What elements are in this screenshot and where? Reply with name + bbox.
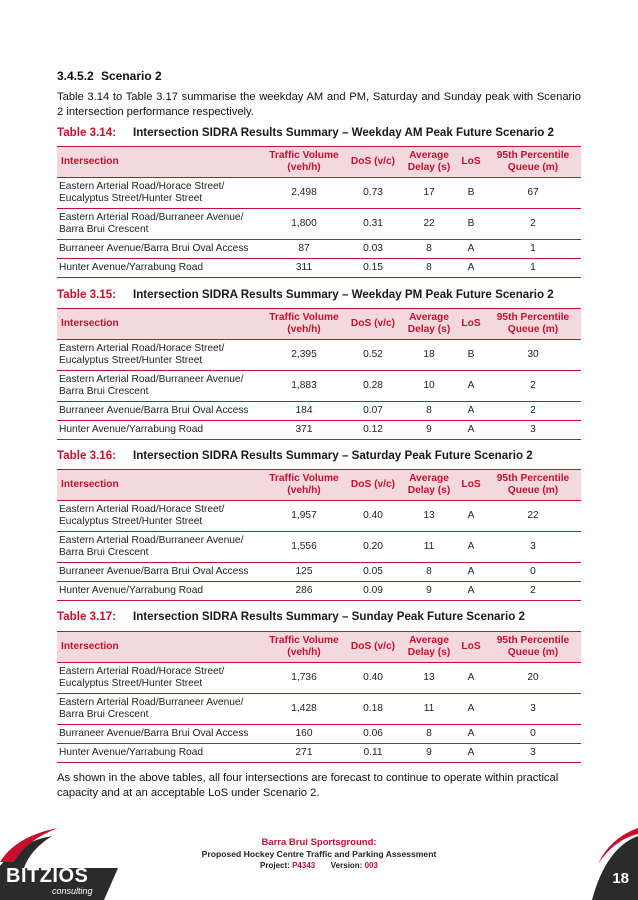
value-cell: 2 [485, 402, 581, 421]
table-row [57, 582, 581, 601]
intersection-name-cell: Burraneer Avenue/Barra Brui Oval Access [57, 725, 263, 744]
value-cell: 17 [401, 178, 457, 209]
value-cell: 0.06 [345, 725, 401, 744]
value-cell: A [457, 421, 485, 440]
intersection-name-cell: Eastern Arterial Road/Burraneer Avenue/ Barra Brui Crescent [57, 371, 263, 402]
value-cell: A [457, 402, 485, 421]
results-table [57, 308, 581, 440]
value-cell: 9 [401, 421, 457, 440]
value-cell: 3 [485, 694, 581, 725]
column-header: Intersection [57, 632, 263, 663]
column-header: DoS (v/c) [345, 470, 401, 501]
value-cell: 0.09 [345, 582, 401, 601]
intersection-name-cell: Eastern Arterial Road/Burraneer Avenue/ Barra Brui Crescent [57, 694, 263, 725]
value-cell: A [457, 725, 485, 744]
footer-title: Barra Brui Sportsground: [261, 837, 377, 848]
value-cell: 2,498 [263, 178, 345, 209]
column-header: Traffic Volume (veh/h) [263, 470, 345, 501]
table-row [57, 340, 581, 371]
table-row [57, 725, 581, 744]
value-cell: A [457, 259, 485, 278]
value-cell: 1,428 [263, 694, 345, 725]
value-cell: 1,736 [263, 663, 345, 694]
intro-paragraph: Table 3.14 to Table 3.17 summarise the weekday AM and PM, Saturday and Sunday peak with Scenario 2 intersection performance respectively. [57, 91, 581, 118]
page-footer [0, 828, 638, 900]
intersection-name-cell: Eastern Arterial Road/Horace Street/ Eucalyptus Street/Hunter Street [57, 178, 263, 209]
page-number-badge [592, 828, 638, 900]
value-cell: 1,556 [263, 532, 345, 563]
value-cell: 9 [401, 744, 457, 763]
column-header: LoS [457, 470, 485, 501]
value-cell: 371 [263, 421, 345, 440]
table-row [57, 694, 581, 725]
table-row [57, 501, 581, 532]
value-cell: 0.15 [345, 259, 401, 278]
value-cell: 3 [485, 532, 581, 563]
value-cell: A [457, 240, 485, 259]
value-cell: 8 [401, 240, 457, 259]
column-header: LoS [457, 309, 485, 340]
value-cell: B [457, 340, 485, 371]
value-cell: A [457, 532, 485, 563]
value-cell: 0.28 [345, 371, 401, 402]
value-cell: 0.03 [345, 240, 401, 259]
column-header: Average Delay (s) [401, 309, 457, 340]
intersection-name-cell: Eastern Arterial Road/Burraneer Avenue/ Barra Brui Crescent [57, 532, 263, 563]
value-cell: 0.20 [345, 532, 401, 563]
table-number: Table 3.16: [57, 449, 117, 462]
value-cell: 20 [485, 663, 581, 694]
column-header: Average Delay (s) [401, 470, 457, 501]
project-value: P4343 [292, 861, 316, 870]
value-cell: 87 [263, 240, 345, 259]
footer-subtitle: Proposed Hockey Centre Traffic and Parking Assessment [201, 849, 437, 859]
section-heading [57, 69, 162, 83]
value-cell: 311 [263, 259, 345, 278]
value-cell: 1,883 [263, 371, 345, 402]
column-header: Traffic Volume (veh/h) [263, 632, 345, 663]
table-row [57, 259, 581, 278]
intersection-name-cell: Eastern Arterial Road/Horace Street/ Eucalyptus Street/Hunter Street [57, 340, 263, 371]
project-label: Project: [260, 861, 290, 870]
section-title: Scenario 2 [101, 69, 162, 83]
value-cell: 1,957 [263, 501, 345, 532]
intersection-name-cell: Eastern Arterial Road/Burraneer Avenue/ Barra Brui Crescent [57, 209, 263, 240]
value-cell: 271 [263, 744, 345, 763]
column-header: Average Delay (s) [401, 147, 457, 178]
value-cell: 0.40 [345, 663, 401, 694]
column-header: DoS (v/c) [345, 632, 401, 663]
column-header: 95th Percentile Queue (m) [485, 632, 581, 663]
column-header: Intersection [57, 147, 263, 178]
value-cell: 8 [401, 402, 457, 421]
value-cell: 11 [401, 532, 457, 563]
value-cell: 67 [485, 178, 581, 209]
table-caption [57, 288, 554, 301]
value-cell: 13 [401, 663, 457, 694]
table-row [57, 240, 581, 259]
intersection-name-cell: Hunter Avenue/Yarrabung Road [57, 259, 263, 278]
value-cell: 8 [401, 725, 457, 744]
value-cell: 0.52 [345, 340, 401, 371]
table-row [57, 744, 581, 763]
column-header: 95th Percentile Queue (m) [485, 147, 581, 178]
results-table [57, 146, 581, 278]
table-header-row [57, 147, 581, 178]
column-header: Traffic Volume (veh/h) [263, 309, 345, 340]
version-label: Version: [330, 861, 363, 870]
results-table [57, 469, 581, 601]
value-cell: 0.05 [345, 563, 401, 582]
value-cell: 22 [485, 501, 581, 532]
value-cell: 10 [401, 371, 457, 402]
intersection-name-cell: Eastern Arterial Road/Horace Street/ Eucalyptus Street/Hunter Street [57, 663, 263, 694]
value-cell: 11 [401, 694, 457, 725]
table-caption [57, 449, 533, 462]
value-cell: A [457, 744, 485, 763]
column-header: LoS [457, 147, 485, 178]
column-header: 95th Percentile Queue (m) [485, 470, 581, 501]
intersection-name-cell: Hunter Avenue/Yarrabung Road [57, 421, 263, 440]
logo-subtext: consulting [52, 886, 93, 896]
value-cell: 0.07 [345, 402, 401, 421]
table-caption [57, 610, 525, 623]
value-cell: 18 [401, 340, 457, 371]
column-header: Intersection [57, 470, 263, 501]
value-cell: 8 [401, 563, 457, 582]
value-cell: 160 [263, 725, 345, 744]
column-header: Average Delay (s) [401, 632, 457, 663]
page-number: 18 [612, 870, 629, 887]
value-cell: 0.18 [345, 694, 401, 725]
table-caption [57, 126, 554, 139]
table-title: Intersection SIDRA Results Summary – Saturday Peak Future Scenario 2 [133, 449, 533, 462]
value-cell: A [457, 371, 485, 402]
value-cell: 0.11 [345, 744, 401, 763]
column-header: LoS [457, 632, 485, 663]
table-row [57, 402, 581, 421]
results-table [57, 631, 581, 763]
table-row [57, 663, 581, 694]
table-row [57, 563, 581, 582]
table-row [57, 532, 581, 563]
intersection-name-cell: Hunter Avenue/Yarrabung Road [57, 582, 263, 601]
value-cell: 0.31 [345, 209, 401, 240]
section-number: 3.4.5.2 [57, 69, 94, 83]
table-number: Table 3.17: [57, 610, 117, 623]
footer-project-line [0, 861, 638, 870]
table-row [57, 178, 581, 209]
value-cell: 22 [401, 209, 457, 240]
column-header: Intersection [57, 309, 263, 340]
value-cell: 1 [485, 259, 581, 278]
value-cell: 2 [485, 582, 581, 601]
table-header-row [57, 632, 581, 663]
column-header: Traffic Volume (veh/h) [263, 147, 345, 178]
value-cell: A [457, 582, 485, 601]
value-cell: 0 [485, 563, 581, 582]
conclusion-paragraph: As shown in the above tables, all four intersections are forecast to continue to operate within practical capacity and at an acceptable LoS under Scenario 2. [57, 772, 559, 799]
column-header: DoS (v/c) [345, 309, 401, 340]
table-header-row [57, 470, 581, 501]
value-cell: B [457, 178, 485, 209]
value-cell: 13 [401, 501, 457, 532]
value-cell: 2 [485, 209, 581, 240]
value-cell: 3 [485, 744, 581, 763]
value-cell: 0 [485, 725, 581, 744]
logo-wordmark: BITZIOS [6, 865, 89, 887]
value-cell: 2,395 [263, 340, 345, 371]
value-cell: B [457, 209, 485, 240]
intersection-name-cell: Burraneer Avenue/Barra Brui Oval Access [57, 402, 263, 421]
table-title: Intersection SIDRA Results Summary – Weekday AM Peak Future Scenario 2 [133, 126, 554, 139]
value-cell: 8 [401, 259, 457, 278]
value-cell: 0.73 [345, 178, 401, 209]
table-number: Table 3.14: [57, 126, 117, 139]
intersection-name-cell: Burraneer Avenue/Barra Brui Oval Access [57, 563, 263, 582]
intersection-name-cell: Burraneer Avenue/Barra Brui Oval Access [57, 240, 263, 259]
table-row [57, 371, 581, 402]
table-row [57, 209, 581, 240]
value-cell: A [457, 663, 485, 694]
value-cell: 30 [485, 340, 581, 371]
table-title: Intersection SIDRA Results Summary – Sunday Peak Future Scenario 2 [133, 610, 525, 623]
value-cell: 3 [485, 421, 581, 440]
intersection-name-cell: Eastern Arterial Road/Horace Street/ Eucalyptus Street/Hunter Street [57, 501, 263, 532]
value-cell: 2 [485, 371, 581, 402]
column-header: 95th Percentile Queue (m) [485, 309, 581, 340]
value-cell: A [457, 501, 485, 532]
value-cell: 1 [485, 240, 581, 259]
value-cell: 184 [263, 402, 345, 421]
table-row [57, 421, 581, 440]
column-header: DoS (v/c) [345, 147, 401, 178]
value-cell: A [457, 694, 485, 725]
table-header-row [57, 309, 581, 340]
value-cell: 125 [263, 563, 345, 582]
value-cell: 1,800 [263, 209, 345, 240]
value-cell: A [457, 563, 485, 582]
table-title: Intersection SIDRA Results Summary – Weekday PM Peak Future Scenario 2 [133, 288, 554, 301]
value-cell: 0.40 [345, 501, 401, 532]
value-cell: 286 [263, 582, 345, 601]
table-number: Table 3.15: [57, 288, 117, 301]
intersection-name-cell: Hunter Avenue/Yarrabung Road [57, 744, 263, 763]
value-cell: 9 [401, 582, 457, 601]
value-cell: 0.12 [345, 421, 401, 440]
version-value: 003 [364, 861, 378, 870]
